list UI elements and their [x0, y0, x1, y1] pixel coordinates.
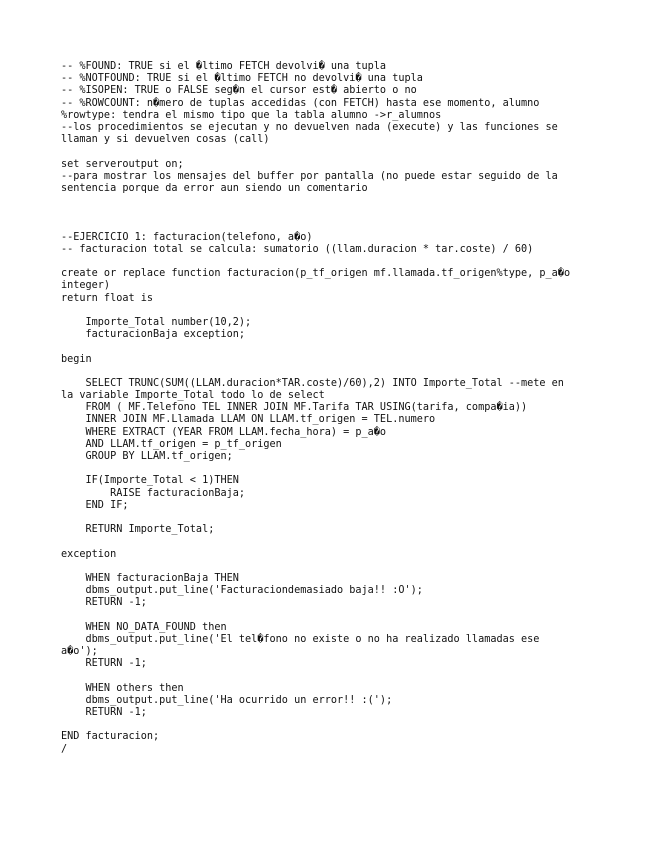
code-line — [61, 670, 601, 682]
code-line — [61, 341, 601, 353]
code-line: RETURN -1; — [61, 658, 147, 670]
code-line — [61, 305, 601, 317]
code-line: RETURN -1; — [61, 706, 147, 718]
code-line: dbms_output.put_line('El tel�fono no existe o no ha realizado llamadas ese — [61, 633, 540, 645]
code-line: la variable Importe_Total todo lo de select — [61, 390, 325, 402]
code-line: INNER JOIN MF.Llamada LLAM ON LLAM.tf_origen = TEL.numero — [61, 414, 436, 426]
code-line: SELECT TRUNC(SUM((LLAM.duracion*TAR.coste)/60),2) INTO Importe_Total --mete en — [61, 377, 564, 389]
code-line — [61, 219, 601, 231]
code-line: -- %NOTFOUND: TRUE si el �ltimo FETCH no devolvi� una tupla — [61, 73, 423, 85]
code-line: WHEN others then — [61, 682, 184, 694]
code-line — [61, 463, 601, 475]
code-line: llaman y si devuelven cosas (call) — [61, 134, 270, 146]
code-line: facturacionBaja exception; — [61, 329, 246, 341]
code-line: a�o'); — [61, 646, 98, 657]
code-line: -- %ISOPEN: TRUE o FALSE seg�n el cursor est� abierto o no — [61, 85, 417, 97]
code-line: RETURN -1; — [61, 597, 147, 609]
code-line: set serveroutput on; — [61, 158, 184, 170]
code-line: dbms_output.put_line('Facturaciondemasiado baja!! :O'); — [61, 585, 423, 597]
code-line — [61, 195, 601, 207]
code-line: sentencia porque da error aun siendo un comentario — [61, 182, 368, 194]
code-line: END IF; — [61, 499, 129, 511]
code-line: return float is — [61, 292, 154, 304]
code-line: --los procedimientos se ejecutan y no devuelven nada (execute) y las funciones se — [61, 121, 558, 133]
code-line: begin — [61, 353, 92, 365]
code-line — [61, 512, 601, 524]
code-line — [61, 536, 601, 548]
code-line: -- facturacion total se calcula: sumatorio ((llam.duracion * tar.coste) / 60) — [61, 243, 534, 255]
code-line: IF(Importe_Total < 1)THEN — [61, 475, 239, 487]
code-line: WHEN NO_DATA_FOUND then — [61, 621, 227, 633]
code-line — [61, 256, 601, 268]
code-line: WHERE EXTRACT (YEAR FROM LLAM.fecha_hora) = p_a�o — [61, 426, 387, 438]
code-line: exception — [61, 548, 117, 560]
code-listing — [61, 61, 601, 756]
code-line — [61, 366, 601, 378]
code-line: --para mostrar los mensajes del buffer por pantalla (no puede estar seguido de la — [61, 170, 558, 182]
code-line: AND LLAM.tf_origen = p_tf_origen — [61, 438, 282, 450]
code-line: Importe_Total number(10,2); — [61, 316, 252, 328]
code-line: --EJERCICIO 1: facturacion(telefono, a�o) — [61, 231, 313, 243]
code-line: / — [61, 743, 68, 755]
code-line — [61, 719, 601, 731]
code-line: WHEN facturacionBaja THEN — [61, 572, 239, 584]
code-line: RETURN Importe_Total; — [61, 524, 215, 536]
code-line: dbms_output.put_line('Ha ocurrido un error!! :('); — [61, 694, 393, 706]
code-line: create or replace function facturacion(p_tf_origen mf.llamada.tf_origen%type, p_a�o — [61, 268, 571, 280]
code-line: GROUP BY LLAM.tf_origen; — [61, 451, 233, 462]
code-line: -- %ROWCOUNT: n�mero de tuplas accedidas (con FETCH) hasta ese momento, alumno — [61, 97, 540, 109]
code-line: END facturacion; — [61, 731, 160, 743]
code-line: %rowtype: tendra el mismo tipo que la tabla alumno ->r_alumnos — [61, 109, 442, 121]
code-line: RAISE facturacionBaja; — [61, 487, 246, 499]
code-line — [61, 207, 601, 219]
code-line — [61, 561, 601, 573]
code-line: FROM ( MF.Telefono TEL INNER JOIN MF.Tarifa TAR USING(tarifa, compa�ia)) — [61, 402, 528, 414]
code-line: -- %FOUND: TRUE si el �ltimo FETCH devolvi� una tupla — [61, 61, 387, 72]
code-line — [61, 146, 601, 158]
code-line: integer) — [61, 280, 111, 292]
code-line — [61, 609, 601, 621]
